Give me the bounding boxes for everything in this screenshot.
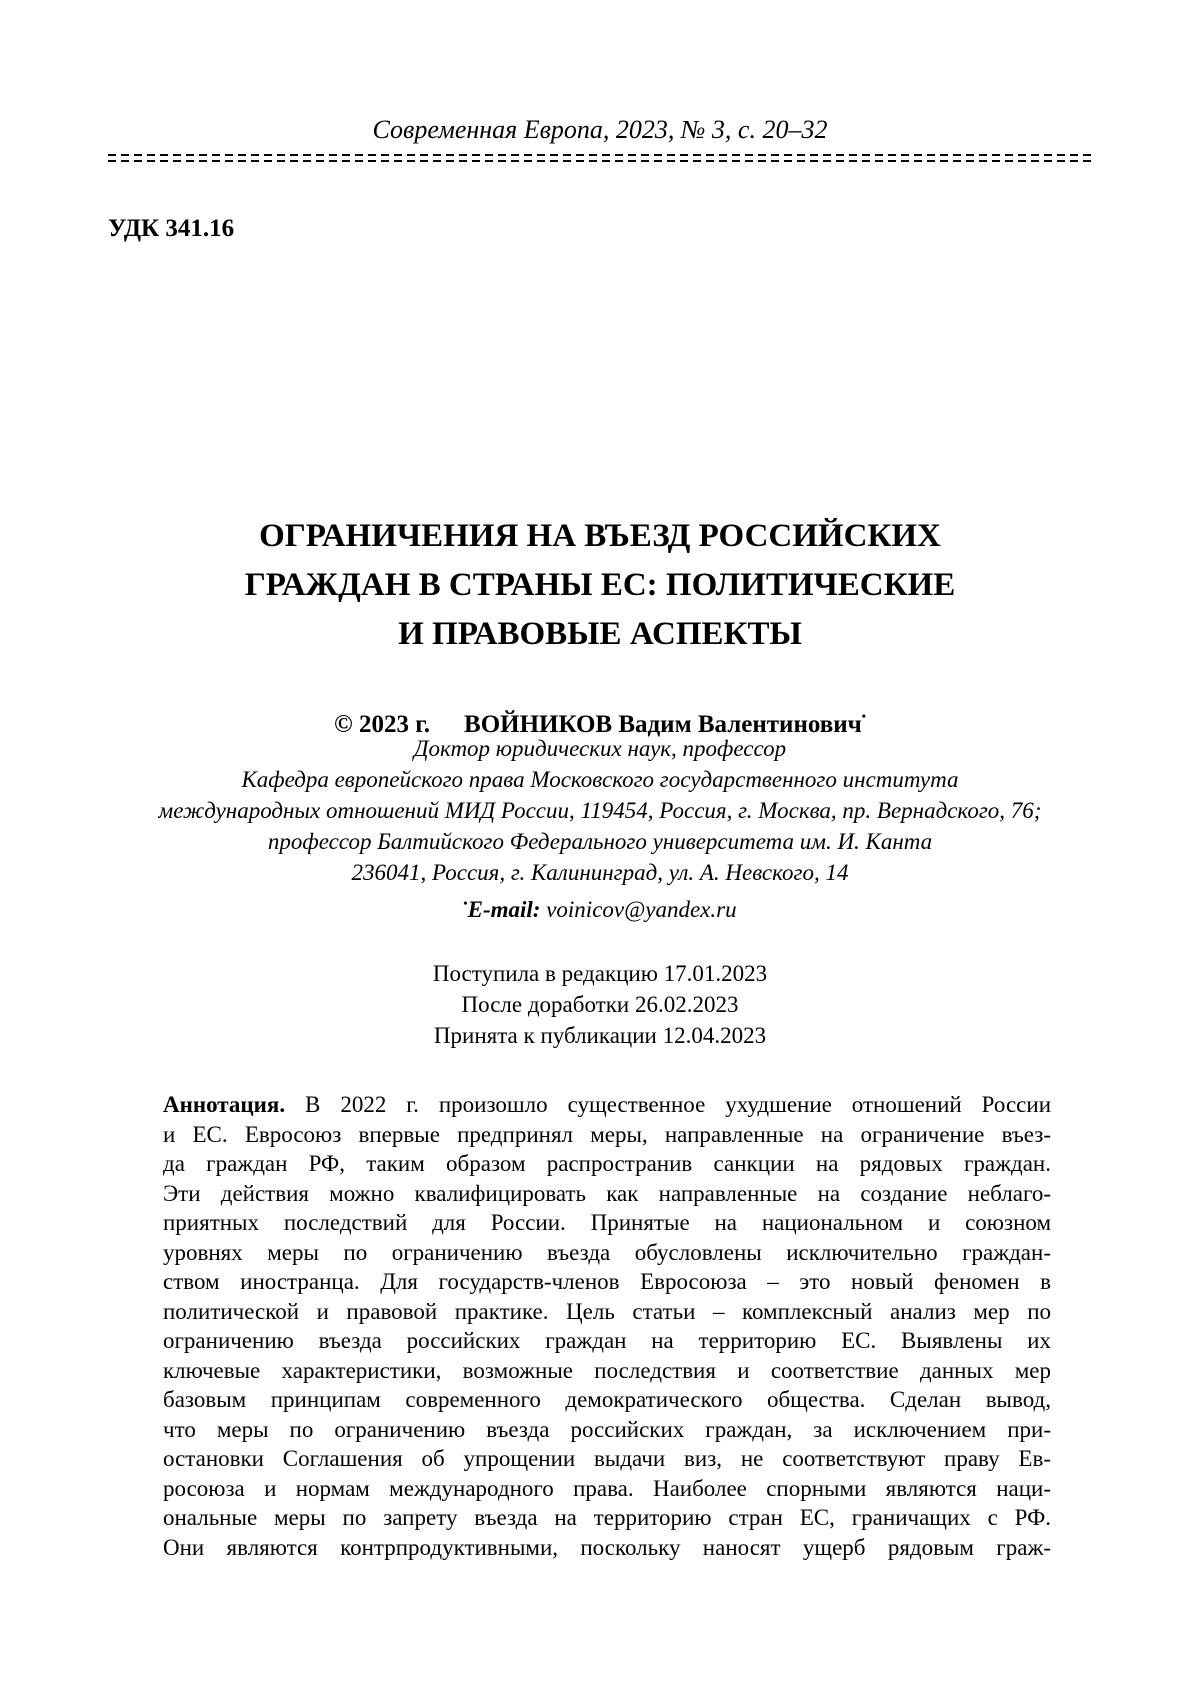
abstract-line: да граждан РФ, таким образом распространив санкции на рядовых граждан. xyxy=(163,1151,1051,1176)
abstract-line: ключевые характеристики, возможные последствия и соответствие данных мер xyxy=(163,1357,1051,1383)
abstract-line: ством иностранца. Для государств-членов Евросоюза – это новый феномен в xyxy=(163,1269,1051,1294)
abstract-line: остановки Соглашения об упрощении выдачи виз, не соответствуют праву Ев- xyxy=(163,1446,1051,1471)
abstract-line: Эти действия можно квалифицировать как направленные на создание неблаго- xyxy=(163,1180,1051,1206)
abstract-line: что меры по ограничению въезда российских граждан, за исключением при- xyxy=(163,1416,1051,1442)
abstract-line: уровнях меры по ограничению въезда обусловлены исключительно граждан- xyxy=(163,1239,1051,1265)
abstract-line: росоюза и нормам международного права. Наиболее спорными являются наци- xyxy=(163,1475,1051,1501)
date-accepted: Принята к публикации 12.04.2023 xyxy=(433,1023,767,1048)
title-line: И ПРАВОВЫЕ АСПЕКТЫ xyxy=(398,616,802,652)
email-marker: • xyxy=(463,896,468,910)
affiliation-line: профессор Балтийского Федерального университета им. И. Канта xyxy=(267,829,933,854)
abstract-line: Они являются контрпродуктивными, поскольку наносят ущерб рядовым граж- xyxy=(163,1534,1051,1560)
abstract-line: ональные меры по запрету въезда на территорию стран ЕС, граничащих с РФ. xyxy=(163,1505,1051,1530)
affiliation-line: 236041, Россия, г. Калининград, ул. А. Невского, 14 xyxy=(351,860,849,885)
author-affiliation xyxy=(0,733,1200,925)
date-revised: После доработки 26.02.2023 xyxy=(461,992,739,1017)
email-label: E-mail: xyxy=(467,897,541,922)
affiliation-line: международных отношений МИД России, 119454, Россия, г. Москва, пр. Вернадского, 76; xyxy=(158,798,1042,823)
author-footnote-marker: • xyxy=(861,709,866,723)
author-name: ВОЙНИКОВ Вадим Валентинович xyxy=(464,711,862,738)
abstract xyxy=(163,1090,1051,1562)
header-double-rule xyxy=(108,152,1096,164)
title-line: ОГРАНИЧЕНИЯ НА ВЪЕЗД РОССИЙСКИХ xyxy=(259,518,941,554)
abstract-label: Аннотация. xyxy=(163,1092,286,1117)
date-received: Поступила в редакцию 17.01.2023 xyxy=(432,961,768,986)
udk-code: УДК 341.16 xyxy=(108,215,235,242)
abstract-line: приятных последствий для России. Принятые на национальном и союзном xyxy=(163,1210,1051,1235)
title-line: ГРАЖДАН В СТРАНЫ ЕС: ПОЛИТИЧЕСКИЕ xyxy=(244,567,956,603)
running-head: Современная Европа, 2023, № 3, с. 20–32 xyxy=(372,115,828,144)
affiliation-line: Доктор юридических наук, профессор xyxy=(413,736,787,761)
email-address[interactable]: voinicov@yandex.ru xyxy=(546,897,737,922)
article-title xyxy=(100,512,1100,659)
affiliation-line: Кафедра европейского права Московского государственного института xyxy=(241,767,959,792)
submission-dates xyxy=(0,958,1200,1051)
abstract-line: и ЕС. Евросоюз впервые предпринял меры, направленные на ограничение въез- xyxy=(163,1121,1051,1147)
abstract-line: Аннотация. В 2022 г. произошло существенное ухудшение отношений России xyxy=(163,1092,1051,1117)
email-line xyxy=(0,888,1200,925)
abstract-line: политической и правовой практике. Цель статьи – комплексный анализ мер по xyxy=(163,1298,1051,1324)
abstract-line: ограничению въезда российских граждан на территорию ЕС. Выявлены их xyxy=(163,1328,1051,1353)
abstract-line: базовым принципам современного демократического общества. Сделан вывод, xyxy=(163,1387,1051,1412)
copyright-year: © 2023 г. xyxy=(334,711,431,738)
